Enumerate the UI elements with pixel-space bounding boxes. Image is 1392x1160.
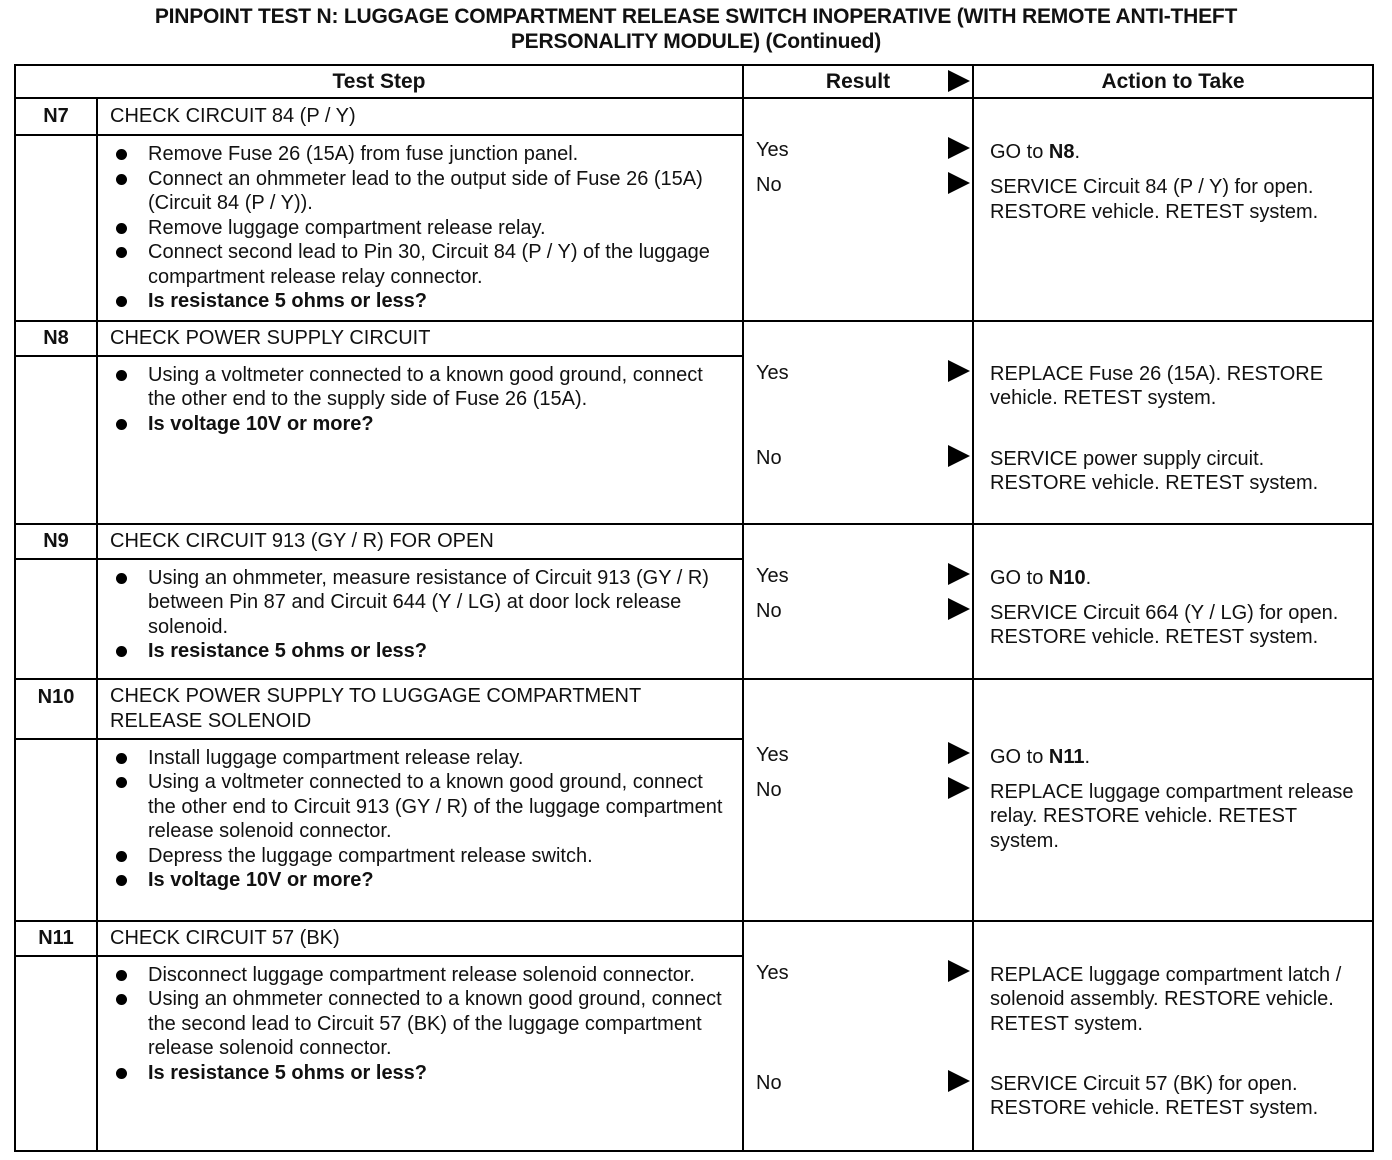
arrow-right-icon xyxy=(948,960,970,982)
bullet-icon xyxy=(116,223,127,234)
bullet-icon xyxy=(116,370,127,381)
question-item: Is voltage 10V or more? xyxy=(112,868,734,893)
action-yes: REPLACE luggage compartment latch / solenoid assembly. RESTORE vehicle. RETEST system. xyxy=(990,963,1342,1035)
action-no: SERVICE Circuit 664 (Y / LG) for open. RESTORE vehicle. RETEST system. xyxy=(990,601,1339,648)
title-line-1: PINPOINT TEST N: LUGGAGE COMPARTMENT RELEASE SWITCH INOPERATIVE (WITH REMOTE ANTI-THEFT xyxy=(154,5,1238,28)
arrow-right-icon xyxy=(948,563,970,585)
step-id: N7 xyxy=(15,98,97,135)
list-item: Depress the luggage compartment release switch. xyxy=(112,844,734,869)
list-item: Using an ohmmeter, measure resistance of Circuit 913 (GY / R) between Pin 87 and Circuit 644 (Y / LG) at door lock release solenoid. xyxy=(112,566,734,640)
question-item: Is voltage 10V or more? xyxy=(112,412,734,437)
header-result-label: Result xyxy=(825,69,891,93)
step-n9-actions xyxy=(973,524,1373,679)
arrow-right-icon xyxy=(948,445,970,467)
list-item: Install luggage compartment release relay. xyxy=(112,746,734,771)
step-name: CHECK CIRCUIT 57 (BK) xyxy=(97,921,743,956)
page-title xyxy=(0,4,1392,54)
step-n7-title-row xyxy=(15,98,1373,135)
list-item: Disconnect luggage compartment release solenoid connector. xyxy=(112,963,734,988)
step-n7-actions xyxy=(973,98,1373,321)
arrow-right-icon xyxy=(948,742,970,764)
result-no: No xyxy=(756,446,782,469)
action-no: SERVICE Circuit 57 (BK) for open. RESTORE vehicle. RETEST system. xyxy=(990,1072,1319,1119)
step-name: CHECK POWER SUPPLY CIRCUIT xyxy=(97,321,743,356)
step-id: N10 xyxy=(15,679,97,739)
result-no: No xyxy=(756,1071,782,1094)
step-name: CHECK CIRCUIT 913 (GY / R) FOR OPEN xyxy=(97,524,743,559)
result-yes: Yes xyxy=(756,139,789,161)
bullet-icon xyxy=(116,247,127,258)
step-n11-actions xyxy=(973,921,1373,1152)
bullet-icon xyxy=(116,296,127,307)
action-no: REPLACE luggage compartment release relay. RESTORE vehicle. RETEST system. xyxy=(990,780,1354,852)
action-yes: GO to N10. xyxy=(990,566,1092,589)
list-item: Connect second lead to Pin 30, Circuit 84 (P / Y) of the luggage compartment release relay connector. xyxy=(112,240,734,289)
step-n9-title-row xyxy=(15,524,1373,559)
action-no: SERVICE Circuit 84 (P / Y) for open. RESTORE vehicle. RETEST system. xyxy=(990,176,1319,223)
bullet-icon xyxy=(116,753,127,764)
step-n9-results xyxy=(743,524,973,679)
step-n7-results xyxy=(743,98,973,321)
step-name: CHECK POWER SUPPLY TO LUGGAGE COMPARTMENT RELEASE SOLENOID xyxy=(97,679,743,739)
bullet-icon xyxy=(116,149,127,160)
result-no: No xyxy=(756,174,782,196)
bullet-icon xyxy=(116,970,127,981)
bullet-icon xyxy=(116,419,127,430)
step-name: CHECK CIRCUIT 84 (P / Y) xyxy=(97,98,743,135)
title-line-2: PERSONALITY MODULE) (Continued) xyxy=(510,30,882,53)
step-n9-instructions xyxy=(97,559,743,679)
step-n10-results xyxy=(743,679,973,921)
list-item: Using a voltmeter connected to a known good ground, connect the other end to the supply side of Fuse 26 (15A). xyxy=(112,363,734,412)
result-yes: Yes xyxy=(756,361,789,384)
step-id: N11 xyxy=(15,921,97,956)
list-item: Connect an ohmmeter lead to the output side of Fuse 26 (15A) (Circuit 84 (P / Y)). xyxy=(112,167,734,216)
arrow-right-icon xyxy=(948,172,970,194)
step-n11-instructions xyxy=(97,956,743,1152)
question-item: Is resistance 5 ohms or less? xyxy=(112,1061,734,1086)
step-n10-instructions xyxy=(97,739,743,921)
bullet-icon xyxy=(116,646,127,657)
step-n10-title-row xyxy=(15,679,1373,739)
arrow-right-icon xyxy=(948,137,970,159)
list-item: Remove luggage compartment release relay. xyxy=(112,216,734,241)
table-header-row xyxy=(15,65,1373,98)
bullet-icon xyxy=(116,777,127,788)
bullet-icon xyxy=(116,573,127,584)
result-yes: Yes xyxy=(756,961,789,984)
result-yes: Yes xyxy=(756,743,789,766)
action-no: SERVICE power supply circuit. RESTORE vehicle. RETEST system. xyxy=(990,447,1319,494)
step-n10-actions xyxy=(973,679,1373,921)
action-yes: GO to N8. xyxy=(990,141,1081,163)
action-yes: REPLACE Fuse 26 (15A). RESTORE vehicle. RETEST system. xyxy=(990,362,1324,409)
header-result xyxy=(743,65,973,98)
step-n8-instructions xyxy=(97,356,743,524)
step-n11-results xyxy=(743,921,973,1152)
question-item: Is resistance 5 ohms or less? xyxy=(112,289,734,314)
arrow-right-icon xyxy=(948,598,970,620)
step-n8-title-row xyxy=(15,321,1373,356)
action-yes: GO to N11. xyxy=(990,745,1091,768)
result-no: No xyxy=(756,599,782,622)
pinpoint-test-table xyxy=(14,64,1374,1152)
result-yes: Yes xyxy=(756,564,789,587)
list-item: Remove Fuse 26 (15A) from fuse junction panel. xyxy=(112,142,734,167)
bullet-icon xyxy=(116,875,127,886)
arrow-right-icon xyxy=(948,1070,970,1092)
arrow-right-icon xyxy=(948,360,970,382)
step-id: N9 xyxy=(15,524,97,559)
list-item: Using an ohmmeter connected to a known good ground, connect the second lead to Circuit 57 (BK) of the luggage compartment release solenoid connector. xyxy=(112,987,734,1061)
bullet-icon xyxy=(116,174,127,185)
arrow-right-icon xyxy=(948,70,970,92)
result-no: No xyxy=(756,778,782,801)
step-n8-actions xyxy=(973,321,1373,524)
step-n7-instructions xyxy=(97,135,743,321)
arrow-right-icon xyxy=(948,777,970,799)
bullet-icon xyxy=(116,851,127,862)
step-n11-title-row xyxy=(15,921,1373,956)
list-item: Using a voltmeter connected to a known good ground, connect the other end to Circuit 913 (GY / R) of the luggage compartment release solenoid connector. xyxy=(112,770,734,844)
step-id: N8 xyxy=(15,321,97,356)
bullet-icon xyxy=(116,1068,127,1079)
step-n8-results xyxy=(743,321,973,524)
bullet-icon xyxy=(116,994,127,1005)
header-action: Action to Take xyxy=(973,65,1373,98)
question-item: Is resistance 5 ohms or less? xyxy=(112,639,734,664)
header-test-step: Test Step xyxy=(15,65,743,98)
